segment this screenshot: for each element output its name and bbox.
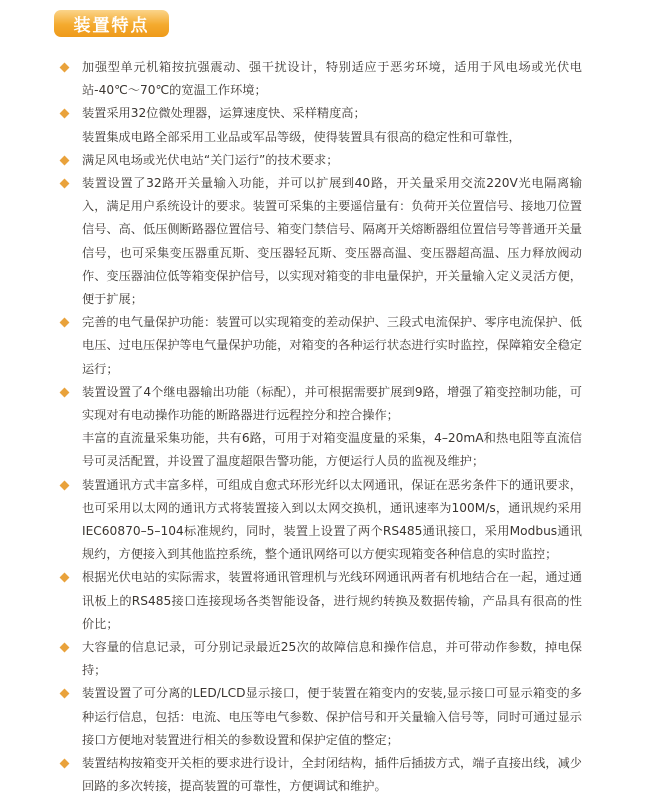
diamond-bullet-icon [60,179,70,189]
feature-text: 装置通讯方式丰富多样，可组成自愈式环形光纤以太网通讯，保证在恶劣条件下的通讯要求，也可采用以太网的通讯方式将装置接入到以太网交换机，通讯速率为100M/s，通讯规约采用IEC60870–5–104标准规约，同时，装置上设置了两个RS485通讯接口，采用Modbus通讯规约，方便接入到其他监控系统，整个通讯网络可以方便实现箱变各种信息的实时监控； [82,477,582,562]
feature-item [82,474,582,567]
feature-item [82,682,582,752]
feature-text: 装置采用32位微处理器，运算速度快、采样精度高； [82,106,366,121]
feature-text: 加强型单元机箱按抗强震动、强干扰设计，特别适应于恶劣环境，适用于风电场或光伏电站-40℃～70℃的宽温工作环境； [82,60,582,98]
feature-text: 满足风电场或光伏电站“关门运行”的技术要求； [82,152,339,167]
diamond-bullet-icon [60,63,70,73]
diamond-bullet-icon [60,387,70,397]
diamond-bullet-icon [60,480,70,490]
feature-text: 完善的电气量保护功能：装置可以实现箱变的差动保护、三段式电流保护、零序电流保护、低电压、过电压保护等电气量保护功能，对箱变的各种运行状态进行实时监控，保障箱安全稳定运行； [82,315,582,376]
feature-item [82,566,582,636]
feature-text: 丰富的直流量采集功能，共有6路，可用于对箱变温度量的采集，4–20mA和热电阻等直流信号可灵活配置，并设置了温度超限告警功能，方便运行人员的监视及维护； [82,431,582,469]
feature-list [82,56,582,799]
feature-item [82,381,582,474]
diamond-bullet-icon [60,109,70,119]
section-title: 装置特点 [73,16,150,36]
feature-item [82,172,582,311]
feature-text: 装置结构按箱变开关柜的要求进行设计，全封闭结构，插件后插拔方式，端子直接出线，减少回路的多次转接，提高装置的可靠性，方便调试和维护。 [82,756,582,794]
feature-text: 装置集成电路全部采用工业品或军品等级，使得装置具有很高的稳定性和可靠性， [82,129,521,144]
feature-item [82,56,582,102]
feature-item [82,149,582,172]
feature-text: 大容量的信息记录，可分别记录最近25次的故障信息和操作信息，并可带动作参数，掉电保持； [82,640,582,678]
diamond-bullet-icon [60,573,70,583]
feature-item [82,752,582,798]
feature-text: 装置设置了可分离的LED/LCD显示接口，便于装置在箱变内的安装,显示接口可显示箱变的多种运行信息，包括：电流、电压等电气参数、保护信号和开关量输入信号等，同时可通过显示接口方便地对装置进行相关的参数设置和保护定值的整定； [82,686,582,747]
diamond-bullet-icon [60,155,70,165]
diamond-bullet-icon [60,643,70,653]
section-header [54,10,169,37]
feature-text: 根据光伏电站的实际需求，装置将通讯管理机与光线环网通讯两者有机地结合在一起，通过通讯板上的RS485接口连接现场各类智能设备，进行规约转换及数据传输，产品具有很高的性价比； [82,570,582,631]
diamond-bullet-icon [60,318,70,328]
feature-item [82,311,582,381]
diamond-bullet-icon [60,689,70,699]
feature-text: 装置设置了4个继电器输出功能（标配），并可根据需要扩展到9路，增强了箱变控制功能，可实现对有电动操作功能的断路器进行远程控分和控合操作； [82,384,582,423]
feature-item [82,102,582,148]
feature-text: 装置设置了32路开关量输入功能，并可以扩展到40路，开关量采用交流220V光电隔离输入，满足用户系统设计的要求。装置可采集的主要遥信量有：负荷开关位置信号、接地刀位置信号、高、低压侧断路器位置信号、箱变门禁信号、隔离开关熔断器组位置信号等普通开关量信号，也可采集变压器重瓦斯、变压器轻瓦斯、变压器高温、变压器超高温、压力释放阀动作、变压器油位低等箱变保护信号，以实现对箱变的非电量保护，开关量输入定义灵活方便，便于扩展； [82,176,582,307]
diamond-bullet-icon [60,759,70,769]
feature-item [82,636,582,682]
